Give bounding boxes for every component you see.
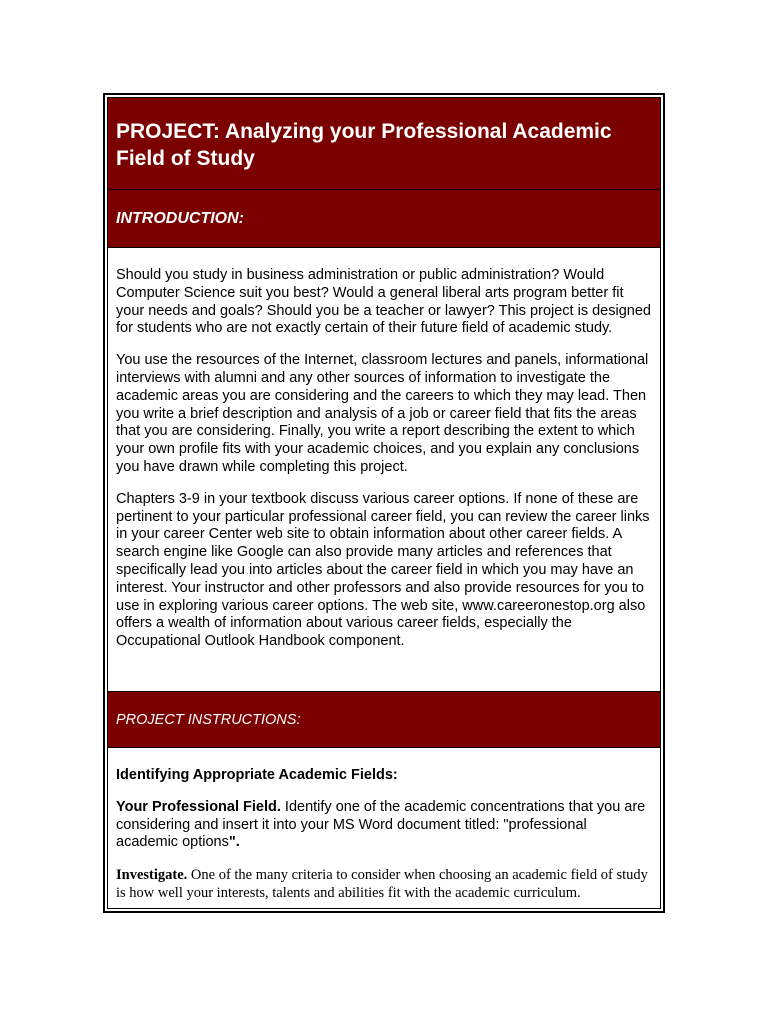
instructions-heading: PROJECT INSTRUCTIONS:: [108, 692, 660, 748]
investigate-label: Investigate.: [116, 867, 188, 884]
professional-field-end: ".: [228, 834, 240, 851]
investigate-paragraph: [116, 866, 652, 902]
professional-field-text: Identify one of the academic concentrations that you are considering and insert it into your MS Word document titled: "professional academic options: [116, 798, 646, 851]
instructions-subheading: Identifying Appropriate Academic Fields:: [116, 767, 398, 783]
investigate-text: One of the many criteria to consider when choosing an academic field of study is how well your interests, talents and abilities fit with the academic curriculum.: [116, 867, 648, 902]
intro-paragraph: Chapters 3-9 in your textbook discuss various career options. If none of these are pertinent to your particular professional career field, you can review the career links in your career Center web site to obtain information about other career fields. A search engine like Google can also provide many articles and references that specifically lead you into articles about the career field in which you may have an interest. Your instructor and other professors and also provide resources for you to use in exploring various career options. The web site, www.careeronestop.org also offers a wealth of information about various career fields, especially the Occupational Outlook Handbook component.: [116, 490, 650, 650]
intro-paragraph: You use the resources of the Internet, classroom lectures and panels, informational interviews with alumni and any other sources of information to investigate the academic areas you are considering and the careers to which they may lead. Then you write a brief description and analysis of a job or career field that fits the areas that you are considering. Finally, you write a report describing the extent to which your own profile fits with your academic choices, and you explain any conclusions you have drawn while completing this project.: [116, 352, 649, 475]
intro-paragraph: Should you study in business administration or public administration? Would Computer Science suit you best? Would a general liberal arts program better fit your needs and goals? Should you be a teacher or lawyer? This project is designed for students who are not exactly certain of their future field of academic study.: [116, 267, 651, 337]
introduction-heading: INTRODUCTION:: [108, 190, 660, 248]
introduction-body: [108, 248, 660, 692]
professional-field-paragraph: [116, 799, 652, 852]
document-table: [107, 97, 661, 909]
document-frame: [103, 93, 665, 913]
instructions-body: [108, 748, 660, 902]
professional-field-label: Your Professional Field.: [116, 798, 281, 815]
page-title: PROJECT: Analyzing your Professional Academic Field of Study: [108, 98, 660, 190]
